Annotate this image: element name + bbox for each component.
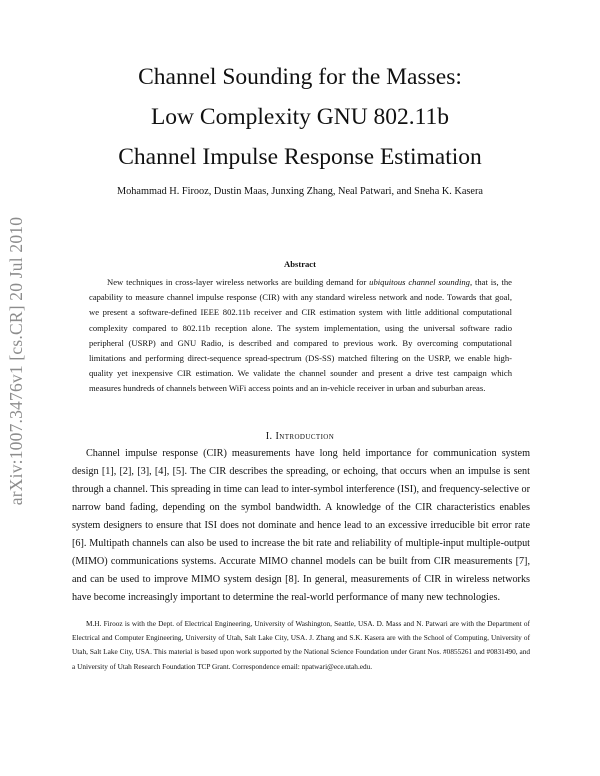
arxiv-identifier: arXiv:1007.3476v1 [cs.CR] 20 Jul 2010 <box>6 216 26 506</box>
abstract-text-end: , that is, the capability to measure channel impulse response (CIR) with any standard wireless network and node. Towards that goal, we present a software-defined IEEE 802.11b receiver and CIR estimation system with little additional computational complexity compared to 802.11b reception alone. The system implementation, using the universal software radio peripheral (USRP) and GNU Radio, is described and compared to previous work. By overcoming computational limitations and performing direct-sequence spread-spectrum (DS-SS) matched filtering on the USRP, we enable high-quality yet inexpensive CIR estimation. We validate the channel sounder and present a drive test campaign which measures hundreds of channels between WiFi access points and an in-vehicle receiver in urban and suburban areas. <box>89 277 512 394</box>
abstract-emphasis: ubiquitous channel sounding <box>369 277 470 287</box>
section-number: I. <box>265 431 273 442</box>
abstract-body <box>89 275 512 397</box>
author-list: Mohammad H. Firooz, Dustin Maas, Junxing Zhang, Neal Patwari, and Sneha K. Kasera <box>116 186 484 197</box>
footnote <box>72 617 530 674</box>
abstract-heading: Abstract <box>284 259 316 269</box>
paper-title-line-1: Channel Sounding for the Masses: <box>138 64 462 90</box>
section-title: Introduction <box>275 431 335 442</box>
section-heading <box>0 431 600 442</box>
abstract-text-start: New techniques in cross-layer wireless networks are building demand for <box>107 277 370 287</box>
footnote-text: M.H. Firooz is with the Dept. of Electrical Engineering, University of Washington, Seattle, USA. D. Mass and N. Patwari are with the Department of Electrical and Computer Engineering, University of Utah, Salt Lake City, USA. J. Zhang and S.K. Kasera are with the School of Computing, University of Utah, Salt Lake City, USA. This material is based upon work supported by the National Science Foundation under Grant Nos. #0855261 and #0831490, and a University of Utah Research Foundation TCP Grant. Correspondence email: npatwari@ece.utah.edu. <box>72 619 530 671</box>
introduction-body <box>72 445 530 607</box>
introduction-paragraph: Channel impulse response (CIR) measurements have long held importance for communication system design [1], [2], [3], [4], [5]. The CIR describes the spreading, or echoing, that occurs when an impulse is sent through a channel. This spreading in time can lead to inter-symbol interference (ISI), and frequency-selective or narrow band fading, depending on the symbol bandwidth. A knowledge of the CIR characteristics enables system designers to ensure that ISI does not dominate and hence lead to an excessive irreducible bit error rate [6]. Multipath channels can also be used to increase the bit rate and reliability of multiple-input multiple-output (MIMO) communications systems. Accurate MIMO channel models can be built from CIR measurements [7], and can be used to improve MIMO system design [8]. In general, measurements of CIR in wireless networks have become increasingly important to determine the real-world performance of many new technologies. <box>72 448 530 603</box>
paper-title-line-3: Channel Impulse Response Estimation <box>118 144 482 170</box>
paper-title-line-2: Low Complexity GNU 802.11b <box>150 104 450 130</box>
